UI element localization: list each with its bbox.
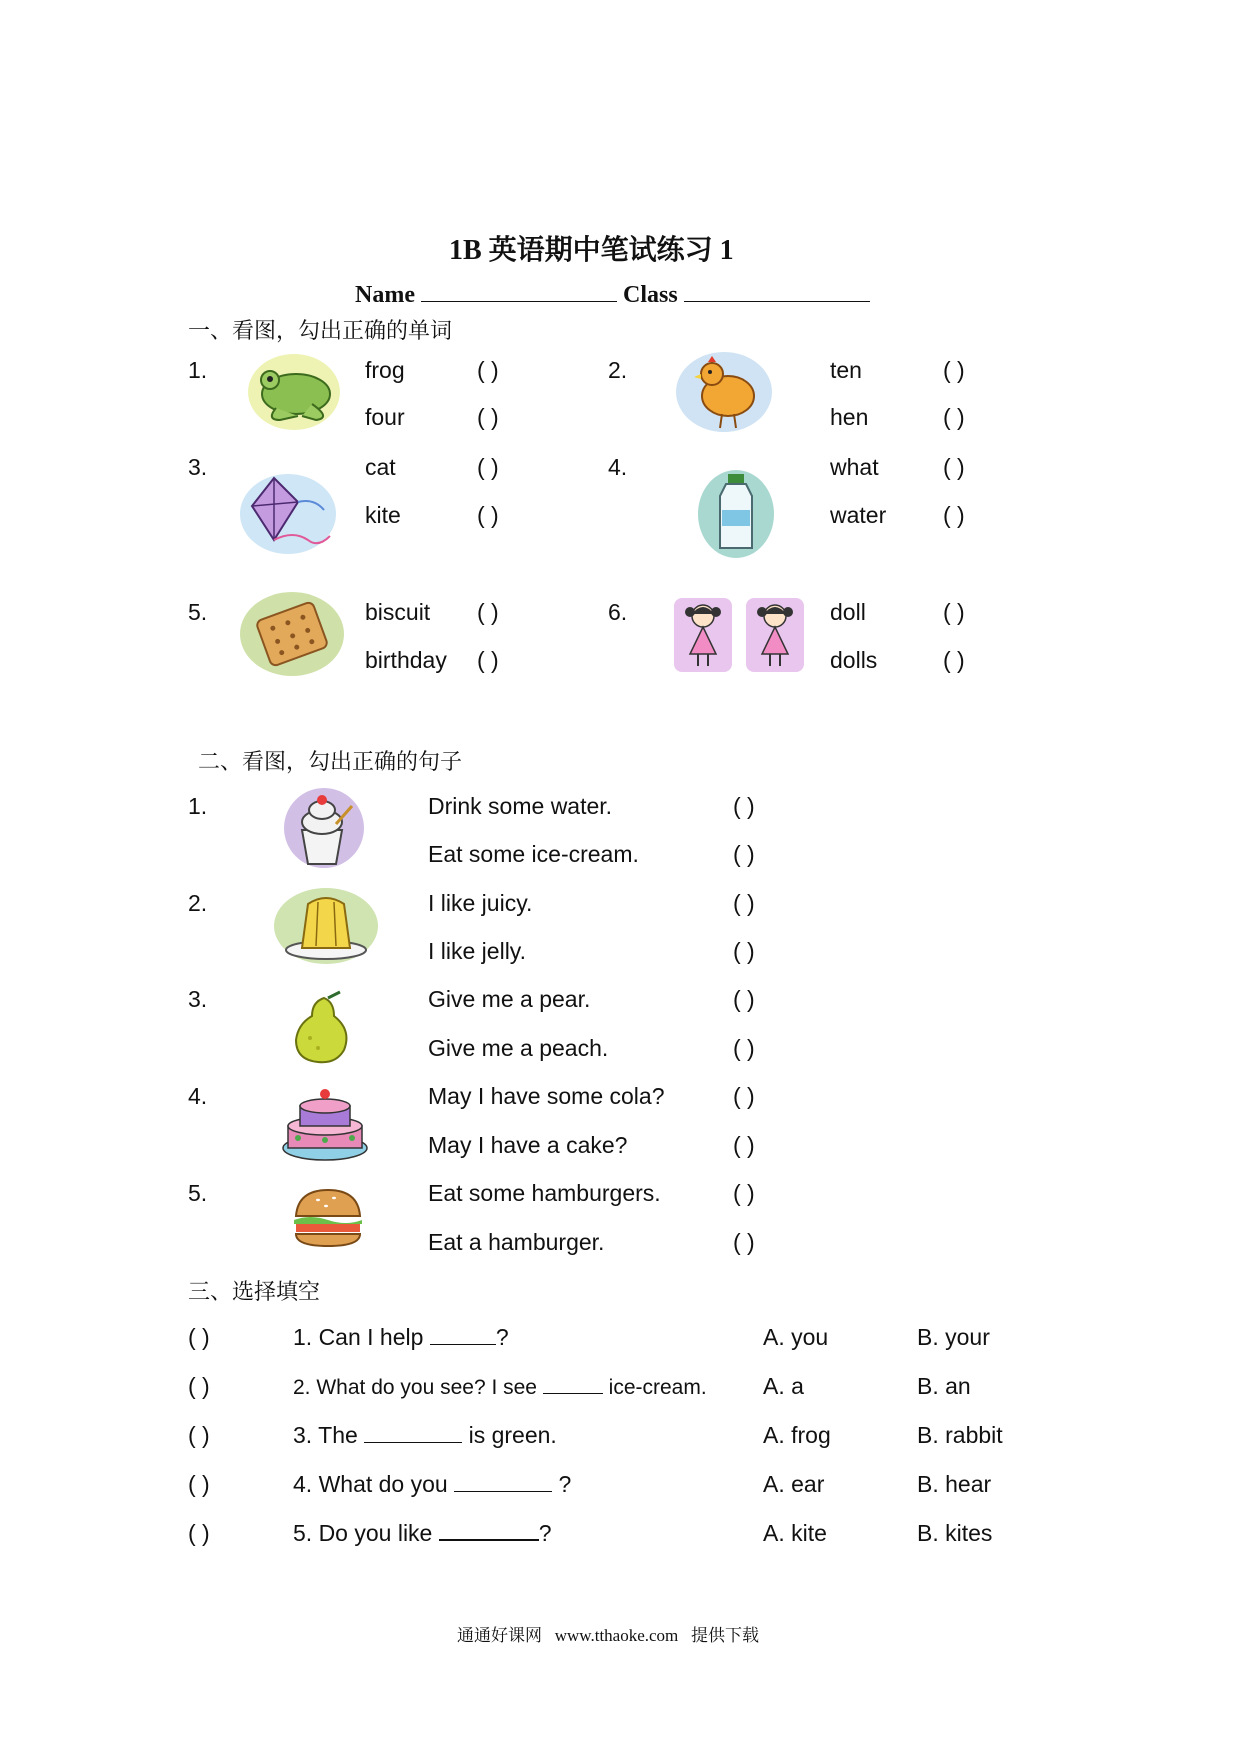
s2-item-4-paren-a[interactable]: ( ) bbox=[733, 1083, 755, 1109]
s1-item-1-number: 1. bbox=[188, 357, 208, 383]
s3-item-1-paren[interactable]: ( ) bbox=[188, 1324, 210, 1350]
s1-item-2-paren-a[interactable]: ( ) bbox=[943, 357, 965, 383]
class-blank[interactable] bbox=[684, 283, 870, 302]
s3-item-3-text-post: is green. bbox=[468, 1422, 557, 1448]
name-blank[interactable] bbox=[421, 283, 617, 302]
name-label: Name bbox=[355, 282, 415, 308]
name-class-line bbox=[355, 282, 870, 309]
s2-item-4-paren-b[interactable]: ( ) bbox=[733, 1132, 755, 1158]
s1-item-2-paren-b[interactable]: ( ) bbox=[943, 404, 965, 430]
s2-item-3-option-b: Give me a peach. bbox=[428, 1035, 609, 1061]
s3-item-4-text-post: ? bbox=[558, 1471, 572, 1497]
s2-item-2-paren-a[interactable]: ( ) bbox=[733, 890, 755, 916]
hamburger-icon bbox=[290, 1186, 366, 1252]
s3-item-4-option-a: A. ear bbox=[763, 1471, 825, 1497]
jelly-icon bbox=[272, 884, 380, 966]
s1-item-5-paren-a[interactable]: ( ) bbox=[477, 599, 499, 625]
s3-item-2-option-b: B. an bbox=[917, 1373, 971, 1399]
s1-item-6-option-a: doll bbox=[830, 599, 866, 625]
footer-credit: 通通好课网 www.tthaoke.com 提供下载 bbox=[457, 1626, 760, 1645]
s1-item-6-paren-b[interactable]: ( ) bbox=[943, 647, 965, 673]
s3-item-3-option-b: B. rabbit bbox=[917, 1422, 1003, 1448]
s3-item-1-text-post: ? bbox=[495, 1324, 509, 1350]
s1-item-6-number: 6. bbox=[608, 599, 628, 625]
s2-item-2-number: 2. bbox=[188, 890, 208, 916]
cake-icon bbox=[278, 1082, 372, 1164]
s2-item-4-number: 4. bbox=[188, 1083, 208, 1109]
s3-item-4-blank[interactable] bbox=[454, 1473, 552, 1492]
s2-item-4-option-b: May I have a cake? bbox=[428, 1132, 628, 1158]
s1-item-3-option-b: kite bbox=[365, 502, 401, 528]
s2-item-5-number: 5. bbox=[188, 1180, 208, 1206]
s3-item-3-blank[interactable] bbox=[364, 1424, 462, 1443]
s1-item-4-paren-b[interactable]: ( ) bbox=[943, 502, 965, 528]
class-label: Class bbox=[622, 282, 678, 308]
s3-item-4-paren[interactable]: ( ) bbox=[188, 1471, 210, 1497]
s3-item-2-text-pre: 2. What do you see? I see bbox=[293, 1376, 537, 1399]
s3-item-1-question bbox=[293, 1324, 509, 1351]
s3-item-2-option-a: A. a bbox=[763, 1373, 804, 1399]
s3-item-3-text-pre: 3. The bbox=[293, 1422, 358, 1448]
s3-item-5-option-a: A. kite bbox=[763, 1520, 827, 1546]
s3-item-2-question bbox=[293, 1375, 707, 1400]
s2-item-3-option-a: Give me a pear. bbox=[428, 986, 591, 1012]
s3-item-5-text-pre: 5. Do you like bbox=[293, 1520, 433, 1546]
s1-item-3-option-a: cat bbox=[365, 454, 396, 480]
water-bottle-icon bbox=[696, 466, 776, 560]
s1-item-1-option-a: frog bbox=[365, 357, 405, 383]
s1-item-1-option-b: four bbox=[365, 404, 405, 430]
s1-item-2-number: 2. bbox=[608, 357, 628, 383]
s1-item-2-option-b: hen bbox=[830, 404, 869, 430]
s1-item-4-number: 4. bbox=[608, 454, 628, 480]
s3-item-4-option-b: B. hear bbox=[917, 1471, 992, 1497]
section-2-heading: 二、看图，勾出正确的句子 bbox=[198, 750, 463, 775]
pear-icon bbox=[288, 990, 358, 1066]
s2-item-5-option-b: Eat a hamburger. bbox=[428, 1229, 605, 1255]
s1-item-6-paren-a[interactable]: ( ) bbox=[943, 599, 965, 625]
s1-item-4-option-a: what bbox=[830, 454, 879, 480]
s2-item-2-option-a: I like juicy. bbox=[428, 890, 533, 916]
s3-item-5-question bbox=[293, 1520, 552, 1547]
s1-item-2-option-a: ten bbox=[830, 357, 862, 383]
s1-item-3-paren-b[interactable]: ( ) bbox=[477, 502, 499, 528]
s2-item-1-option-b: Eat some ice-cream. bbox=[428, 841, 639, 867]
s3-item-5-blank[interactable] bbox=[439, 1521, 539, 1541]
s3-item-2-paren[interactable]: ( ) bbox=[188, 1373, 210, 1399]
dolls-icon bbox=[672, 594, 808, 676]
s3-item-2-text-post: ice-cream. bbox=[608, 1376, 707, 1399]
s3-item-2-blank[interactable] bbox=[543, 1375, 603, 1394]
s1-item-5-paren-b[interactable]: ( ) bbox=[477, 647, 499, 673]
kite-icon bbox=[238, 470, 338, 556]
s3-item-3-option-a: A. frog bbox=[763, 1422, 831, 1448]
s1-item-1-paren-b[interactable]: ( ) bbox=[477, 404, 499, 430]
s3-item-1-blank[interactable] bbox=[430, 1326, 496, 1345]
s1-item-4-paren-a[interactable]: ( ) bbox=[943, 454, 965, 480]
s1-item-5-number: 5. bbox=[188, 599, 208, 625]
s1-item-1-paren-a[interactable]: ( ) bbox=[477, 357, 499, 383]
s1-item-5-option-b: birthday bbox=[365, 647, 447, 673]
s3-item-3-question bbox=[293, 1422, 557, 1449]
s2-item-5-option-a: Eat some hamburgers. bbox=[428, 1180, 661, 1206]
s2-item-3-paren-a[interactable]: ( ) bbox=[733, 986, 755, 1012]
s2-item-5-paren-a[interactable]: ( ) bbox=[733, 1180, 755, 1206]
s3-item-1-option-b: B. your bbox=[917, 1324, 990, 1350]
s2-item-3-paren-b[interactable]: ( ) bbox=[733, 1035, 755, 1061]
hen-icon bbox=[674, 346, 774, 434]
s3-item-5-option-b: B. kites bbox=[917, 1520, 993, 1546]
s1-item-5-option-a: biscuit bbox=[365, 599, 431, 625]
s2-item-5-paren-b[interactable]: ( ) bbox=[733, 1229, 755, 1255]
s2-item-2-option-b: I like jelly. bbox=[428, 938, 526, 964]
s3-item-4-text-pre: 4. What do you bbox=[293, 1471, 448, 1497]
s2-item-1-option-a: Drink some water. bbox=[428, 793, 613, 819]
page-title: 1B 英语期中笔试练习 1 bbox=[449, 235, 734, 266]
s3-item-5-text-post: ? bbox=[538, 1520, 552, 1546]
s2-item-1-paren-b[interactable]: ( ) bbox=[733, 841, 755, 867]
frog-icon bbox=[246, 350, 342, 432]
s2-item-4-option-a: May I have some cola? bbox=[428, 1083, 665, 1109]
s3-item-1-option-a: A. you bbox=[763, 1324, 829, 1350]
s2-item-2-paren-b[interactable]: ( ) bbox=[733, 938, 755, 964]
s3-item-5-paren[interactable]: ( ) bbox=[188, 1520, 210, 1546]
section-3-heading: 三、选择填空 bbox=[188, 1280, 321, 1305]
ice-cream-icon bbox=[280, 784, 366, 870]
s1-item-3-number: 3. bbox=[188, 454, 208, 480]
s1-item-6-option-b: dolls bbox=[830, 647, 878, 673]
s1-item-3-paren-a[interactable]: ( ) bbox=[477, 454, 499, 480]
s2-item-1-paren-a[interactable]: ( ) bbox=[733, 793, 755, 819]
s3-item-3-paren[interactable]: ( ) bbox=[188, 1422, 210, 1448]
s1-item-4-option-b: water bbox=[830, 502, 887, 528]
s3-item-4-question bbox=[293, 1471, 571, 1498]
s3-item-1-text-pre: 1. Can I help bbox=[293, 1324, 424, 1350]
s2-item-3-number: 3. bbox=[188, 986, 208, 1012]
s2-item-1-number: 1. bbox=[188, 793, 208, 819]
biscuit-icon bbox=[238, 590, 346, 678]
section-1-heading: 一、看图，勾出正确的单词 bbox=[188, 319, 453, 344]
